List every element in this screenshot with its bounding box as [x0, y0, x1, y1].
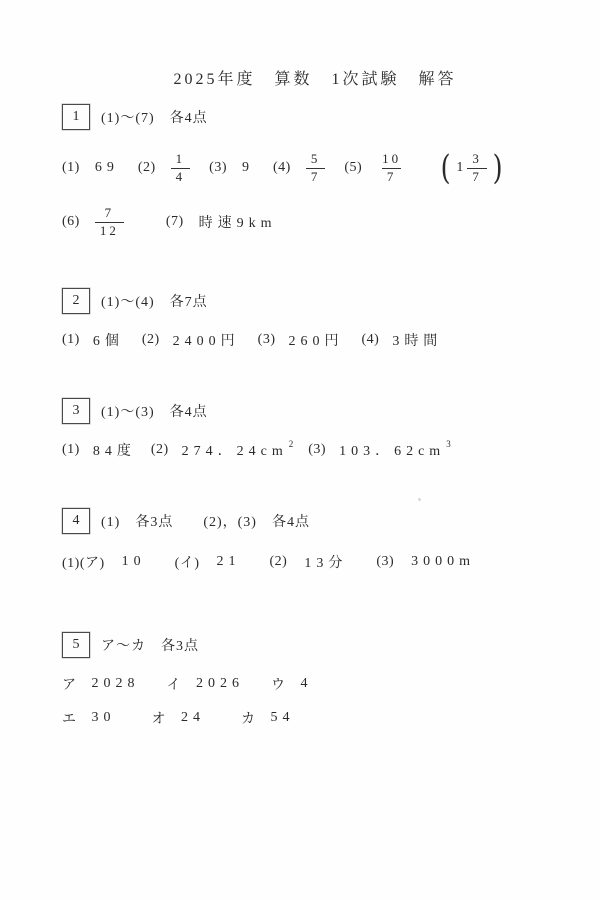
answer-value	[182, 440, 294, 460]
section-3-number: 3	[72, 403, 80, 418]
scan-speck	[418, 498, 421, 501]
answer-item	[308, 440, 450, 460]
mixed-number-alternative	[439, 148, 504, 188]
open-paren: (	[440, 148, 451, 188]
exam-title: 2025年度 算数 1次試験 解答	[173, 71, 457, 88]
answer-label: イ	[166, 678, 181, 693]
answer-item	[62, 440, 136, 460]
section-5-answers-row-1	[62, 672, 313, 696]
answer-label: (2)	[150, 442, 169, 457]
section-1-answers-row-1	[62, 142, 504, 194]
superscript-exponent: 3	[446, 439, 451, 449]
answer-item	[273, 152, 325, 185]
answer-value: 9	[241, 160, 254, 175]
section-2-points: (1)～(4) 各7点	[101, 295, 208, 310]
section-4-header	[62, 508, 310, 534]
answer-label: (6)	[62, 214, 80, 229]
fraction-denominator: 7	[306, 168, 326, 185]
section-1-number-box	[62, 104, 90, 130]
answer-item	[62, 674, 140, 694]
section-4-points: (1) 各3点 (2)，(3) 各4点	[101, 515, 310, 530]
section-4-answers-row	[62, 550, 475, 574]
answer-value: 時速9km	[198, 216, 277, 231]
section-4-number-box	[62, 508, 90, 534]
answer-item	[62, 708, 116, 728]
fraction	[95, 206, 124, 239]
answer-item	[175, 552, 241, 572]
answer-value: 3000m	[411, 554, 476, 569]
fraction-denominator: 7	[467, 168, 487, 185]
fraction-numerator: 3	[472, 150, 482, 166]
answer-value: 84度	[92, 444, 136, 459]
section-2-number-box	[62, 288, 90, 314]
section-3-number-box	[62, 398, 90, 424]
answer-item	[138, 152, 190, 185]
answer-label: (3)	[257, 332, 276, 347]
section-1-header	[62, 104, 208, 130]
fraction-denominator: 7	[382, 168, 402, 185]
answer-item	[151, 440, 293, 460]
answer-label: ア	[62, 678, 77, 693]
answer-label: (イ)	[174, 556, 200, 571]
answer-item	[258, 330, 344, 350]
answer-label: (1)	[62, 332, 80, 347]
answer-item	[376, 554, 475, 570]
answer-value	[339, 440, 451, 460]
fraction-numerator: 10	[382, 150, 402, 166]
answer-item	[62, 206, 124, 239]
answer-label: オ	[151, 712, 166, 727]
section-5-points: ア～カ 各3点	[101, 639, 199, 654]
answer-value: 2026	[196, 676, 244, 691]
answer-label: (1)	[62, 160, 80, 175]
fraction-denominator: 4	[171, 168, 191, 185]
answer-label: (4)	[361, 332, 380, 347]
answer-value: 2028	[91, 676, 140, 691]
answer-label: (3)	[376, 554, 395, 569]
answer-item	[344, 148, 504, 188]
answer-item	[269, 552, 347, 572]
section-3-header	[62, 398, 208, 424]
answer-label: (2)	[269, 554, 288, 569]
answer-item	[142, 330, 240, 350]
answer-item	[62, 552, 146, 572]
close-paren: )	[492, 148, 503, 188]
section-2-header	[62, 288, 208, 314]
answer-item	[167, 674, 245, 694]
answer-item	[152, 708, 206, 728]
section-1-answers-row-2	[62, 196, 277, 248]
answer-item	[241, 708, 295, 728]
section-5-number: 5	[72, 637, 80, 652]
answer-item	[166, 212, 277, 232]
fraction	[306, 152, 326, 185]
answer-item	[62, 160, 119, 176]
answer-value: 260円	[288, 334, 344, 349]
answer-value-text: 103．62cm	[339, 444, 446, 459]
answer-label: (7)	[165, 214, 184, 229]
answer-item	[209, 160, 254, 176]
fraction-numerator: 5	[310, 150, 321, 166]
section-5-answers-row-2	[62, 706, 295, 730]
section-1-points: (1)～(7) 各4点	[101, 111, 208, 126]
section-2-number: 2	[72, 293, 80, 308]
section-4-number: 4	[72, 513, 80, 528]
section-1-number: 1	[72, 109, 80, 124]
section-3-points: (1)～(3) 各4点	[101, 405, 208, 420]
section-3-answers-row	[62, 436, 451, 464]
answer-value: 10	[121, 554, 146, 569]
answer-item	[361, 330, 442, 350]
answer-label: (1)(ア)	[62, 556, 105, 571]
answer-value-text: 274．24cm	[181, 444, 288, 459]
section-2-answers-row	[62, 328, 442, 352]
answer-value: 30	[91, 710, 116, 725]
answer-value: 69	[94, 160, 119, 175]
fraction-denominator: 12	[95, 222, 124, 239]
answer-value: 4	[300, 676, 313, 691]
answer-label: (3)	[308, 442, 327, 457]
fraction	[467, 152, 487, 185]
fraction	[377, 152, 406, 185]
answer-value: 13分	[304, 556, 348, 571]
mixed-number-whole: 1	[456, 160, 464, 175]
answer-value: 54	[270, 710, 295, 725]
answer-value: 2400円	[172, 334, 240, 349]
answer-item	[62, 330, 124, 350]
answer-value: 24	[181, 710, 205, 725]
section-5-header	[62, 632, 199, 658]
answer-value: 6個	[92, 334, 124, 349]
answer-value: 3時間	[392, 334, 443, 349]
superscript-exponent: 2	[288, 439, 294, 449]
answer-label: (2)	[141, 332, 160, 347]
answer-label: (5)	[344, 160, 363, 175]
fraction-numerator: 7	[104, 204, 115, 220]
answer-label: カ	[241, 712, 256, 727]
answer-value: 21	[216, 554, 241, 569]
answer-label: エ	[62, 712, 77, 727]
fraction	[171, 152, 191, 185]
section-5-number-box	[62, 632, 90, 658]
fraction-numerator: 1	[175, 150, 186, 166]
answer-label: (4)	[272, 160, 291, 175]
answer-label: (2)	[137, 160, 156, 175]
answer-label: ウ	[271, 678, 286, 693]
answer-item	[271, 674, 313, 694]
answer-label: (3)	[209, 160, 227, 175]
answer-label: (1)	[62, 442, 80, 457]
